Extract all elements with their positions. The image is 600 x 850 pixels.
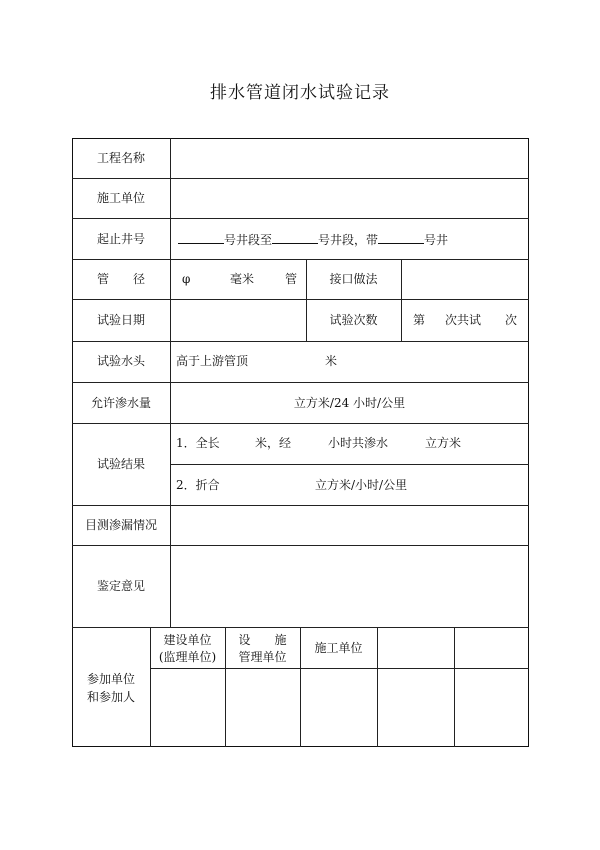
row-divider — [72, 545, 529, 546]
result-line-1b: 米，经 — [255, 436, 292, 450]
joint-method-label: 接口做法 — [329, 272, 378, 286]
facility-unit-header-2: 管理单位 — [238, 650, 287, 664]
pipe-diameter-symbol: φ — [182, 272, 191, 286]
project-name-label: 工程名称 — [96, 151, 145, 165]
col-divider — [401, 259, 402, 341]
allowed-seepage-label: 允许渗水量 — [90, 396, 151, 410]
participants-label-2: 和参加人 — [86, 690, 135, 704]
allowed-seepage-text: 立方米/24 小时/公里 — [293, 396, 406, 410]
water-head-text-1: 高于上游管顶 — [176, 354, 249, 368]
construction-unit-header: 施工单位 — [314, 641, 363, 655]
row-divider — [72, 382, 529, 383]
row-divider — [72, 178, 529, 179]
wells-label: 起止井号 — [96, 232, 145, 246]
well-end-blank[interactable] — [272, 231, 318, 244]
row-divider — [72, 259, 529, 260]
test-count-label: 试验次数 — [329, 313, 378, 327]
row-divider — [72, 505, 529, 506]
water-head-label: 试验水头 — [96, 354, 145, 368]
owner-unit-header-2: (监理单位) — [158, 650, 217, 664]
wells-text-2: 号井段，带 — [318, 233, 379, 247]
facility-unit-header-1: 设 施 — [238, 633, 287, 647]
page-title: 排水管道闭水试验记录 — [210, 83, 390, 103]
col-divider — [377, 627, 378, 747]
wells-text-1: 号井段至 — [224, 233, 273, 247]
water-head-text-2: 米 — [325, 354, 338, 368]
test-count-text-1: 第 — [413, 313, 426, 327]
construction-unit-label: 施工单位 — [96, 191, 145, 205]
col-divider — [454, 627, 455, 747]
pipe-diameter-unit: 毫米 — [230, 272, 255, 286]
test-count-text-3: 次 — [505, 313, 518, 327]
col-divider — [170, 138, 171, 627]
row-divider — [72, 218, 529, 219]
appraisal-opinion-label: 鉴定意见 — [96, 579, 145, 593]
test-date-label: 试验日期 — [96, 313, 145, 327]
well-start-blank[interactable] — [178, 231, 224, 244]
result-line-2a: 2．折合 — [176, 478, 220, 492]
result-line-1a: 1．全长 — [176, 436, 220, 450]
row-divider — [72, 423, 529, 424]
row-divider — [72, 341, 529, 342]
result-line-2b: 立方米/小时/公里 — [315, 478, 408, 492]
row-divider — [72, 299, 529, 300]
row-divider — [170, 464, 529, 465]
test-result-label: 试验结果 — [96, 457, 145, 471]
visual-leakage-label: 目测渗漏情况 — [84, 518, 157, 532]
row-divider — [150, 668, 529, 669]
test-count-text-2: 次共试 — [445, 313, 482, 327]
wells-text-3: 号井 — [424, 233, 449, 247]
result-line-1c: 小时共渗水 — [328, 436, 389, 450]
pipe-diameter-label: 管 径 — [96, 272, 145, 286]
result-line-1d: 立方米 — [425, 436, 462, 450]
participants-label-1: 参加单位 — [86, 672, 135, 686]
well-with-blank[interactable] — [378, 231, 424, 244]
owner-unit-header-1: 建设单位 — [163, 633, 212, 647]
pipe-type-suffix: 管 — [285, 272, 298, 286]
wells-value — [178, 231, 448, 248]
